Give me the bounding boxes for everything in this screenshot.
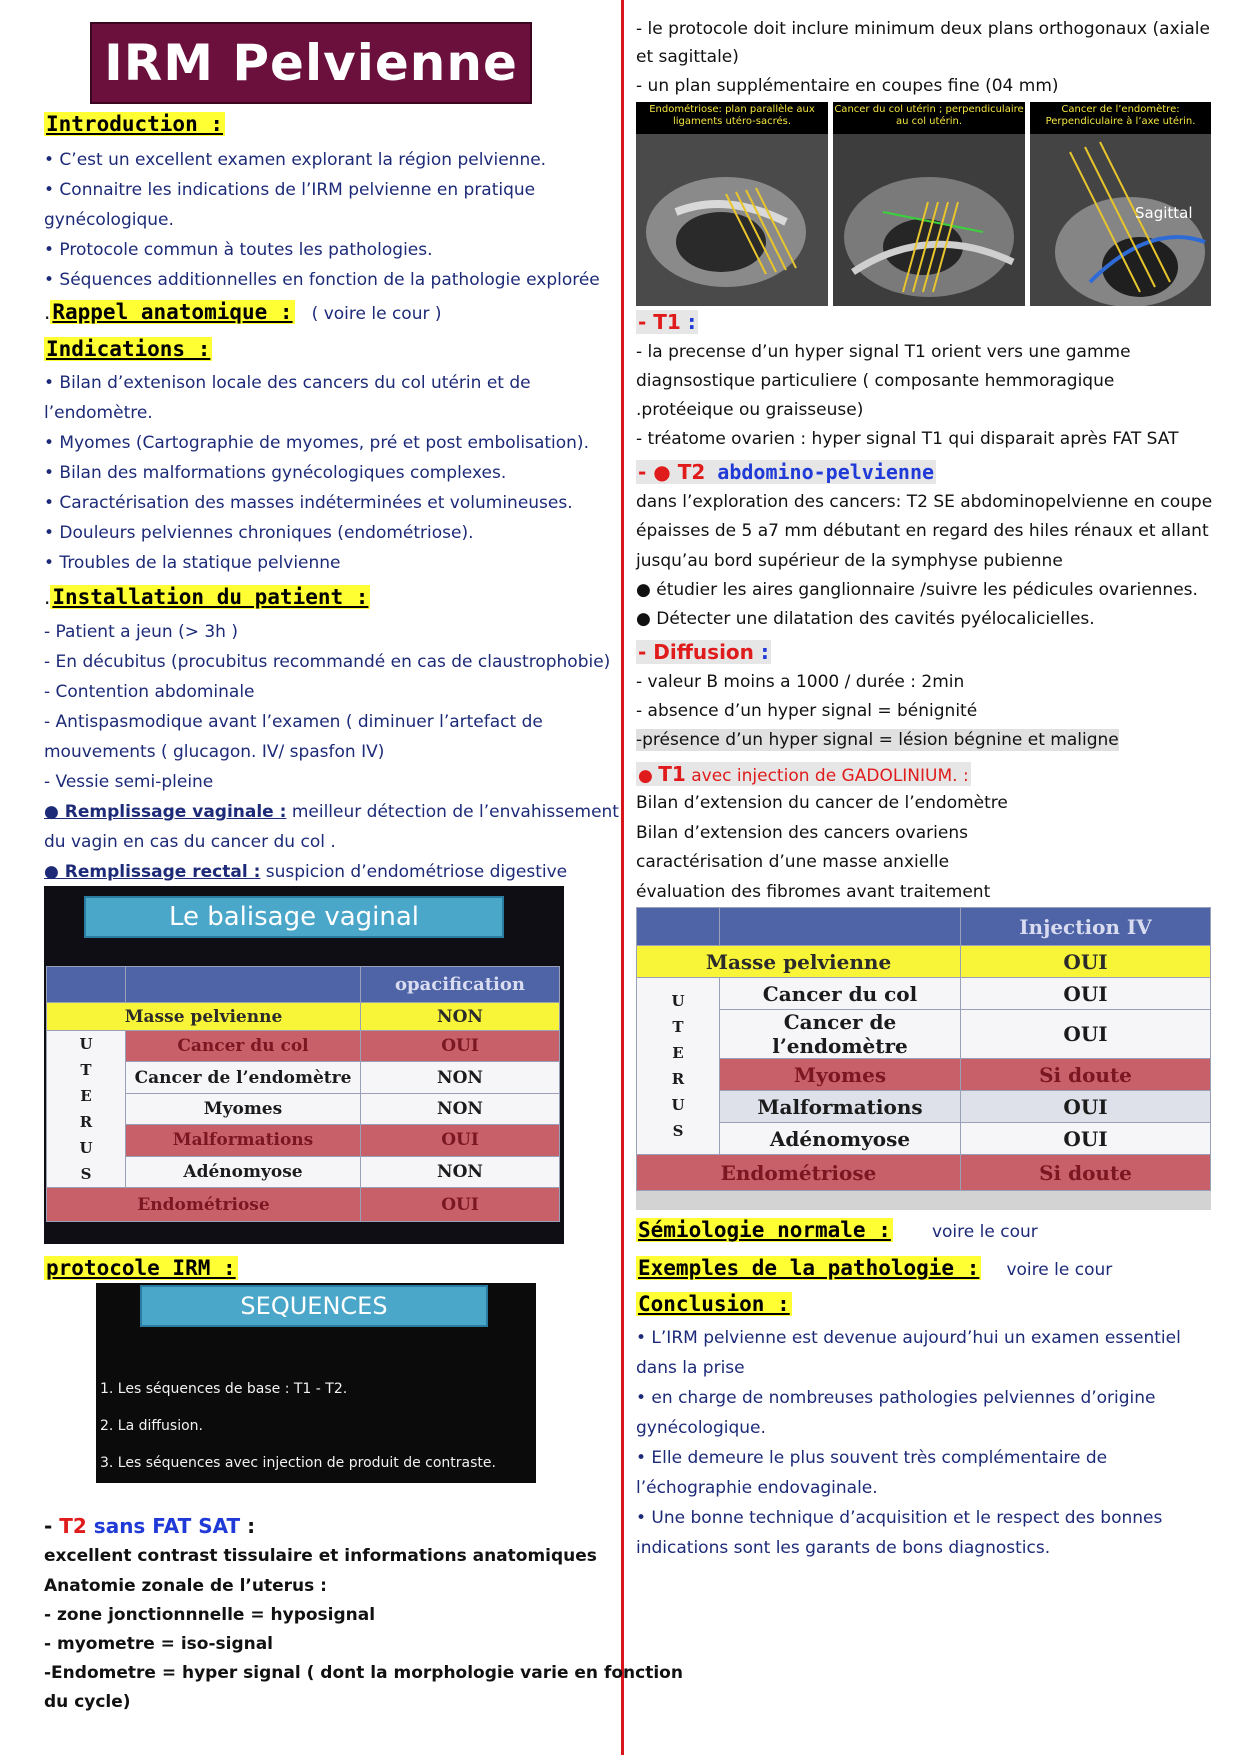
table-row	[47, 1031, 560, 1062]
indication-item: • Douleurs pelviennes chroniques (endométriose).	[44, 523, 474, 543]
diffusion-item: - valeur B moins a 1000 / durée : 2min	[636, 672, 965, 692]
install-heading: .Installation du patient :	[44, 585, 369, 609]
uterus-group-label: U T E R U S	[637, 978, 720, 1155]
t2-item: - myometre = iso-signal	[44, 1634, 274, 1654]
row-label: Adénomyose	[126, 1156, 361, 1187]
intro-heading: Introduction :	[46, 112, 224, 136]
row-label: Endométriose	[637, 1155, 961, 1191]
indication-item: • Myomes (Cartographie de myomes, pré et post embolisation).	[44, 433, 589, 453]
row-label: Adénomyose	[720, 1123, 961, 1155]
t1-item: .protéeique ou graisseuse)	[636, 400, 864, 420]
empty-header-cell	[47, 967, 126, 1003]
table-row	[47, 1188, 560, 1222]
install-item: - Contention abdominale	[44, 682, 255, 702]
conclusion-item: indications sont les garants de bons diagnostics.	[636, 1538, 1051, 1558]
t2-item: excellent contrast tissulaire et informations anatomiques	[44, 1546, 597, 1566]
t2-abdomino-item: épaisses de 5 a7 mm débutant en regard des hiles rénaux et allant	[636, 521, 1209, 541]
gadolinium-item: Bilan d’extension des cancers ovariens	[636, 823, 968, 843]
indication-item: • Troubles de la statique pelvienne	[44, 553, 341, 573]
indication-item: • Caractérisation des masses indéterminées et volumineuses.	[44, 493, 573, 513]
t1-item: - tréatome ovarien : hyper signal T1 qui disparait après FAT SAT	[636, 429, 1179, 449]
table-row	[637, 1155, 1211, 1191]
rectal-filling: ● Remplissage rectal : suspicion d’endométriose digestive	[44, 862, 568, 882]
row-value: OUI	[361, 1188, 560, 1222]
rappel-heading: .Rappel anatomique : ( voire le cour )	[44, 300, 442, 324]
mri-caption: Endométriose: plan parallèle aux ligaments utéro-sacrés.	[636, 102, 828, 134]
balisage-table-panel	[44, 886, 564, 1244]
protocol-line: - un plan supplémentaire en coupes fine (04 mm)	[636, 76, 1059, 96]
row-label: Cancer de l’endomètre	[126, 1062, 361, 1093]
row-value: Si doute	[961, 1059, 1211, 1091]
uterus-group-label: U T E R U S	[47, 1031, 126, 1188]
row-value: OUI	[961, 1010, 1211, 1059]
row-label: Endométriose	[47, 1188, 361, 1222]
injection-table	[636, 907, 1211, 1191]
row-value: NON	[361, 1003, 560, 1031]
row-label: Malformations	[720, 1091, 961, 1123]
empty-header-cell	[720, 908, 961, 946]
conclusion-item: • en charge de nombreuses pathologies pelviennes d’origine	[636, 1388, 1156, 1408]
intro-item: • Connaitre les indications de l’IRM pelvienne en pratique	[44, 180, 536, 200]
indication-item: • Bilan d’extenison locale des cancers du col utérin et de	[44, 373, 531, 393]
t2-item: du cycle)	[44, 1692, 131, 1712]
conclusion-item: • Une bonne technique d’acquisition et le respect des bonnes	[636, 1508, 1163, 1528]
t1-item: - la precense d’un hyper signal T1 orient vers une gamme	[636, 342, 1131, 362]
row-label: Cancer de l’endomètre	[720, 1010, 961, 1059]
table-row	[47, 1003, 560, 1031]
table-row	[637, 978, 1211, 1010]
indications-heading: Indications :	[46, 337, 211, 361]
t1-heading: - T1 :	[638, 310, 696, 334]
sequences-banner: SEQUENCES	[140, 1285, 488, 1327]
injection-header: Injection IV	[961, 908, 1211, 946]
row-value: OUI	[361, 1125, 560, 1156]
intro-item: • Protocole commun à toutes les pathologies.	[44, 240, 433, 260]
row-value: NON	[361, 1062, 560, 1093]
gadolinium-item: Bilan d’extension du cancer de l’endomètre	[636, 793, 1008, 813]
mri-image-endometriosis	[636, 102, 828, 306]
t2-item: -Endometre = hyper signal ( dont la morphologie varie en fonction	[44, 1663, 683, 1683]
mri-caption: Cancer du col utérin ; perpendiculaire au col utérin.	[833, 102, 1025, 134]
row-value: OUI	[961, 1123, 1211, 1155]
intro-item: gynécologique.	[44, 210, 174, 230]
t2-abdomino-item: ● étudier les aires ganglionnaire /suivre les pédicules ovariennes.	[636, 580, 1198, 600]
sequence-item: 3. Les séquences avec injection de produit de contraste.	[100, 1455, 496, 1471]
table-row	[637, 946, 1211, 978]
intro-item: • Séquences additionnelles en fonction de la pathologie explorée	[44, 270, 600, 290]
row-value: OUI	[961, 946, 1211, 978]
row-label: Malformations	[126, 1125, 361, 1156]
mri-sagittal-label: Sagittal	[1135, 204, 1193, 222]
gadolinium-heading: ● T1 avec injection de GADOLINIUM. :	[638, 762, 969, 786]
indication-item: • Bilan des malformations gynécologiques complexes.	[44, 463, 507, 483]
diffusion-item: - absence d’un hyper signal = bénignité	[636, 701, 978, 721]
row-label: Masse pelvienne	[637, 946, 961, 978]
vaginal-filling-cont: du vagin en cas du cancer du col .	[44, 832, 336, 852]
t2-abdomino-item: ● Détecter une dilatation des cavités pyélocalicielles.	[636, 609, 1095, 629]
t2-abdomino-heading: - ● T2 abdomino-pelvienne	[638, 460, 935, 484]
diffusion-item: -présence d’un hyper signal = lésion bégnine et maligne	[636, 730, 1119, 750]
row-value: OUI	[361, 1031, 560, 1062]
row-label: Masse pelvienne	[47, 1003, 361, 1031]
t2-item: - zone jonctionnnelle = hyposignal	[44, 1605, 376, 1625]
row-value: NON	[361, 1156, 560, 1187]
mri-image-cervix	[833, 102, 1025, 306]
conclusion-item: gynécologique.	[636, 1418, 766, 1438]
row-value: OUI	[961, 1091, 1211, 1123]
row-value: OUI	[961, 978, 1211, 1010]
install-item: - Vessie semi-pleine	[44, 772, 214, 792]
injection-table-panel	[636, 907, 1211, 1210]
gadolinium-item: caractérisation d’une masse anxielle	[636, 852, 950, 872]
install-item: - Antispasmodique avant l’examen ( diminuer l’artefact de	[44, 712, 543, 732]
balisage-table	[46, 966, 560, 1222]
row-label: Cancer du col	[126, 1031, 361, 1062]
indication-item: l’endomètre.	[44, 403, 153, 423]
column-divider	[621, 0, 624, 1755]
gadolinium-item: évaluation des fibromes avant traitement	[636, 882, 991, 902]
exemples-heading: Exemples de la pathologie : voire le cour	[638, 1256, 1113, 1280]
intro-item: • C’est un excellent examen explorant la région pelvienne.	[44, 150, 547, 170]
conclusion-item: dans la prise	[636, 1358, 745, 1378]
sequences-panel	[96, 1283, 536, 1483]
protocol-line: et sagittale)	[636, 47, 739, 67]
mri-caption: Cancer de l’endomètre: Perpendiculaire à l’axe utérin.	[1030, 102, 1211, 134]
empty-header-cell	[637, 908, 720, 946]
install-item: - En décubitus (procubitus recommandé en cas de claustrophobie)	[44, 652, 611, 672]
page-title: IRM Pelvienne	[90, 22, 532, 104]
row-value: Si doute	[961, 1155, 1211, 1191]
t2-heading: - T2 sans FAT SAT :	[44, 1514, 256, 1538]
conclusion-item: • L’IRM pelvienne est devenue aujourd’hui un examen essentiel	[636, 1328, 1181, 1348]
protocole-heading: protocole IRM :	[46, 1256, 236, 1280]
opacification-header: opacification	[361, 967, 560, 1003]
sequence-item: 2. La diffusion.	[100, 1418, 204, 1434]
conclusion-item: l’échographie endovaginale.	[636, 1478, 878, 1498]
empty-header-cell	[126, 967, 361, 1003]
t2-abdomino-item: dans l’exploration des cancers: T2 SE abdominopelvienne en coupe	[636, 492, 1213, 512]
install-item: mouvements ( glucagon. IV/ spasfon IV)	[44, 742, 385, 762]
table-row	[637, 1091, 1211, 1123]
row-label: Cancer du col	[720, 978, 961, 1010]
vaginal-filling: ● Remplissage vaginale : meilleur détection de l’envahissement	[44, 802, 619, 822]
t1-item: diagnsostique particuliere ( composante hemmoragique	[636, 371, 1115, 391]
table-row	[637, 1059, 1211, 1091]
mri-image-endometrium	[1030, 102, 1211, 306]
conclusion-heading: Conclusion :	[638, 1292, 790, 1316]
sequence-item: 1. Les séquences de base : T1 - T2.	[100, 1381, 348, 1397]
row-label: Myomes	[126, 1093, 361, 1124]
diffusion-heading: - Diffusion :	[638, 640, 769, 664]
t2-item: Anatomie zonale de l’uterus :	[44, 1576, 327, 1596]
table-row	[637, 1010, 1211, 1059]
protocol-line: - le protocole doit inclure minimum deux plans orthogonaux (axiale	[636, 19, 1210, 39]
row-label: Myomes	[720, 1059, 961, 1091]
conclusion-item: • Elle demeure le plus souvent très complémentaire de	[636, 1448, 1108, 1468]
t2-abdomino-item: jusqu’au bord supérieur de la symphyse pubienne	[636, 551, 1063, 571]
install-item: - Patient a jeun (> 3h )	[44, 622, 238, 642]
balisage-banner: Le balisage vaginal	[84, 896, 504, 938]
semiologie-heading: Sémiologie normale : voire le cour	[638, 1218, 1038, 1242]
table-row	[637, 1123, 1211, 1155]
row-value: NON	[361, 1093, 560, 1124]
